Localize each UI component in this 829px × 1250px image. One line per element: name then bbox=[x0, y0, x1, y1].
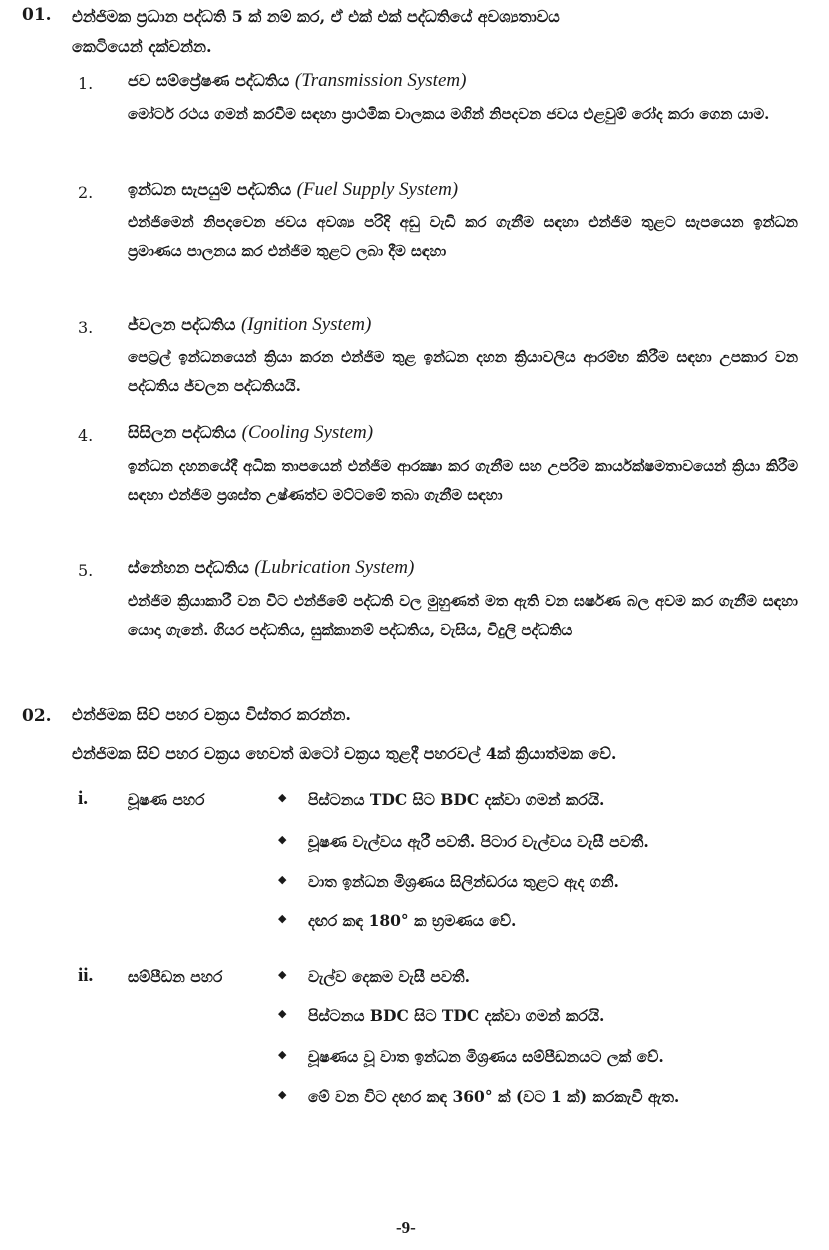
item-3-number: 3. bbox=[78, 318, 94, 337]
item-2-title-si: ඉන්ධන සැපයුම් පද්ධතිය bbox=[128, 180, 292, 199]
item-3-title-si: ජ්වලන පද්ධතිය bbox=[128, 315, 236, 334]
item-3-title-en: (Ignition System) bbox=[240, 314, 372, 335]
item-2-title bbox=[128, 179, 458, 201]
stroke-1-roman: i. bbox=[78, 788, 89, 809]
item-4-title bbox=[128, 422, 373, 444]
item-5-title-en: (Lubrication System) bbox=[254, 557, 415, 578]
item-1-number: 1. bbox=[78, 74, 94, 93]
item-4-description: ඉන්ධන දහනයේදී අධික තාපයෙන් එන්ජිම ආරක්‍ෂා කර ගැනීම සහ උපරිම කාර්යක්ෂමතාවයෙන් ක්‍රියා කිරීම සඳහා එන්ජිම ප්‍රශස්ත උෂ්ණත්ව මට්ටමේ තබා ගැනීම සඳහා bbox=[128, 457, 798, 504]
bullet-icon: ◆ bbox=[278, 1088, 287, 1101]
bullet-icon: ◆ bbox=[278, 1048, 287, 1061]
bullet-icon: ◆ bbox=[278, 912, 287, 925]
item-5-title bbox=[128, 557, 414, 579]
question-2-text: එන්ජිමක සිව් පහර චක්‍රය විස්තර කරන්න. bbox=[72, 705, 351, 724]
page-number: -9- bbox=[396, 1218, 416, 1237]
question-1-text-line2: කෙටියෙන් දක්වන්න. bbox=[72, 37, 212, 56]
item-4-title-si: සිසිලන පද්ධතිය bbox=[128, 423, 237, 442]
item-5-title-si: ස්නේහන පද්ධතිය bbox=[128, 558, 249, 577]
item-5-number: 5. bbox=[78, 561, 94, 580]
bullet-icon: ◆ bbox=[278, 1007, 287, 1020]
question-1-number: 01. bbox=[22, 5, 52, 25]
stroke-2-roman: ii. bbox=[78, 965, 94, 986]
question-1-text-line1: එන්ජිමක ප්‍රධාන පද්ධති 5 ක් නම් කර, ඒ එක් එක් පද්ධතියේ අවශ්‍යතාවය bbox=[72, 7, 560, 26]
item-1-description: මෝටර් රථය ගමන් කරවීම සඳහා ප්‍රාථමික චාලකය මගින් නිපදවන ජවය එළවුම් රෝද කරා ගෙන යාම. bbox=[128, 105, 770, 123]
item-1-title-en: (Transmission System) bbox=[294, 70, 467, 91]
document-page: 01. එන්ජිමක ප්‍රධාන පද්ධති 5 ක් නම් කර, ඒ එක් එක් පද්ධතියේ අවශ්‍යතාවය කෙටියෙන් දක්වන්න. 1. ජව සම්ප්‍රේෂණ පද්ධතිය (Transmission System) මෝටර් රථය ගමන් කරවීම සඳහා ප්‍රාථමික චාලකය මගින් නිපදවන ජවය එළවුම් රෝද කරා ගෙන යාම. 2. ඉන්ධන සැපයුම් පද්ධතිය (Fuel Supply System) එන්ජිමෙන් නිපදවෙන ජවය අවශ්‍ය පරිදි අඩු වැඩි කර ගැනීම සඳහා එන්ජිම තුළට සැපයෙන ඉන්ධන ප්‍රමාණය පාලනය කර එන්ජිම තුළට ලබා දීම සඳහා 3. ජ්වලන පද්ධතිය (Ignition System) පෙට්‍රල් ඉන්ධනයෙන් ක්‍රියා කරන එන්ජිම තුළ ඉන්ධන දහන ක්‍රියාවලිය ආරම්භ කිරීම සඳහා උපකාර වන පද්ධතිය ජ්වලන පද්ධතියයි. 4. සිසිලන පද්ධතිය (Cooling System) ඉන්ධන දහනයේදී අධික තාපයෙන් එන්ජිම ආරක්‍ෂා කර ගැනීම සහ උපරිම කාර්යක්ෂමතාවයෙන් ක්‍රියා කිරීම සඳහා එන්ජිම ප්‍රශස්ත උෂ්ණත්ව මට්ටමේ තබා ගැනීම සඳහා 5. ස්නේහන පද්ධතිය (Lubrication System) එන්ජිම ක්‍රියාකාරී වන විට එන්ජිමේ පද්ධති වල මුහුණත් මත ඇති වන ඝර්ෂණ බල අවම කර ගැනීම සඳහා යොදා ගැනේ. ගියර පද්ධතිය, සුක්කානම් පද්ධතිය, වැසිය, විදුලි පද්ධතිය 02. එන්ජිමක සිව් පහර චක්‍රය විස්තර කරන්න. එන්ජිමක සිව් පහර චක්‍රය හෙවත් ඔටෝ චක්‍රය තුළදී පහරවල් 4ක් ක්‍රියාත්මක වේ. i. චූෂණ පහර ◆ පිස්ටනය TDC සිට BDC දක්වා ගමන් කරයි. ◆ චූෂණ වැල්වය ඇරී පවතී. පිටාර වැල්වය වැසී පවතී. ◆ වාත ඉන්ධන මිශ්‍රණය සිලින්ඩරය තුළට ඇද ගනී. ◆ දඟර කඳ 180° ක භ්‍රමණය වේ. ii. සම්පීඩන පහර ◆ වැල්ව දෙකම වැසී පවතී. ◆ පිස්ටනය BDC සිට TDC දක්වා ගමන් කරයි. ◆ චූෂණය වූ වාත ඉන්ධන මිශ්‍රණය සම්පීඩනයට ලක් වේ. ◆ මේ වන විට දඟර කඳ 360° ක් (වට 1 ක්) කරකැවී ඇත. -9- bbox=[0, 0, 829, 1250]
item-2-title-en: (Fuel Supply System) bbox=[296, 179, 459, 200]
bullet-icon: ◆ bbox=[278, 833, 287, 846]
question-2-number: 02. bbox=[22, 706, 52, 726]
bullet-icon: ◆ bbox=[278, 791, 287, 804]
item-2-number: 2. bbox=[78, 183, 94, 202]
stroke-1-label: චූෂණ පහර bbox=[128, 790, 205, 809]
strokes-intro: එන්ජිමක සිව් පහර චක්‍රය හෙවත් ඔටෝ චක්‍රය තුළදී පහරවල් 4ක් ක්‍රියාත්මක වේ. bbox=[72, 744, 617, 763]
bullet-icon: ◆ bbox=[278, 873, 287, 886]
item-3-title bbox=[128, 314, 371, 336]
question-1-text bbox=[72, 2, 812, 62]
item-4-title-en: (Cooling System) bbox=[241, 422, 374, 443]
item-3-description: පෙට්‍රල් ඉන්ධනයෙන් ක්‍රියා කරන එන්ජිම තුළ ඉන්ධන දහන ක්‍රියාවලිය ආරම්භ කිරීම සඳහා උපකාර වන පද්ධතිය ජ්වලන පද්ධතියයි. bbox=[128, 348, 798, 395]
item-2-description: එන්ජිමෙන් නිපදවෙන ජවය අවශ්‍ය පරිදි අඩු වැඩි කර ගැනීම සඳහා එන්ජිම තුළට සැපයෙන ඉන්ධන ප්‍රමාණය පාලනය කර එන්ජිම තුළට ලබා දීම සඳහා bbox=[128, 213, 798, 260]
stroke-2-label: සම්පීඩන පහර bbox=[128, 967, 223, 986]
item-5-description: එන්ජිම ක්‍රියාකාරී වන විට එන්ජිමේ පද්ධති වල මුහුණත් මත ඇති වන ඝර්ෂණ බල අවම කර ගැනීම සඳහා යොදා ගැනේ. ගියර පද්ධතිය, සුක්කානම් පද්ධතිය, වැසිය, විදුලි පද්ධතිය bbox=[128, 592, 798, 639]
bullet-icon: ◆ bbox=[278, 968, 287, 981]
item-1-title bbox=[128, 70, 466, 92]
item-1-title-si: ජව සම්ප්‍රේෂණ පද්ධතිය bbox=[128, 71, 290, 90]
item-4-number: 4. bbox=[78, 426, 94, 445]
